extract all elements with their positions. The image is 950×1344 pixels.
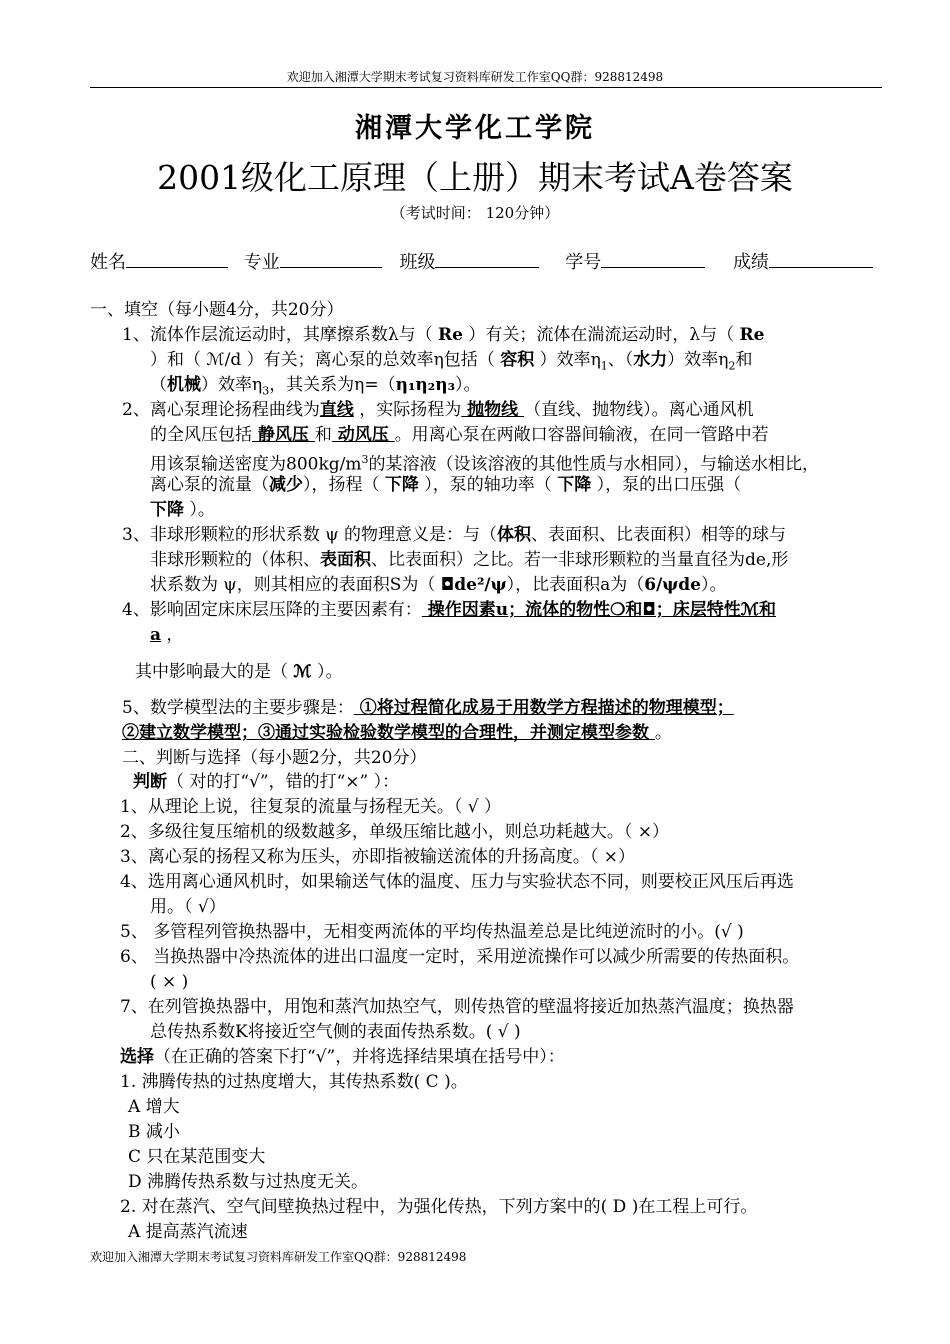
q1-sub: 2 <box>728 359 736 373</box>
q2-text: 的全风压包括 <box>150 425 252 445</box>
q1-text: 和 <box>735 350 753 370</box>
section2-heading: 二、判断与选择（每小题2分，共20分） <box>122 748 427 768</box>
q2-answer-flow: 减少 <box>269 475 303 495</box>
q4-line2 <box>150 625 183 645</box>
judge-item: 总传热系数K将接近空气侧的表面传热系数。( √ ) <box>150 1022 521 1042</box>
q2-text: 2、离心泵理论扬程曲线为 <box>122 400 320 420</box>
q2-sup: 3 <box>361 453 369 466</box>
judge-label: 判断 <box>133 772 167 792</box>
judge-item: 2、多级往复压缩机的级数越多，单级压缩比越小，则总功耗越大。（ ×） <box>120 822 669 842</box>
q2-text: ，实际扬程为 <box>353 400 462 420</box>
q3-line1 <box>122 525 786 545</box>
college-name: 湘潭大学化工学院 <box>355 113 595 144</box>
name-field <box>90 248 228 274</box>
q2-line1 <box>122 400 754 420</box>
q1-answer-relation: η₁η₂η₃ <box>395 375 456 395</box>
judge-item: 用。（ √） <box>150 897 226 917</box>
q1-text: ）效率η <box>201 375 263 395</box>
q2-text: 和 <box>314 425 332 445</box>
q3-text: 、比表面积）之比。若一非球形颗粒的当量直径为de,形 <box>371 550 789 570</box>
q2-answer-parabola: 抛物线 <box>461 400 525 420</box>
q4-text: 4、影响固定床床层压降的主要因素有： <box>122 600 422 620</box>
major-blank[interactable] <box>280 249 382 268</box>
q1-text: ，其关系为η=（ <box>269 375 396 395</box>
q3-text: 3、非球形颗粒的形状系数 ψ 的物理意义是：与（ <box>122 525 497 545</box>
q3-answer-area: ◘de²/ψ <box>440 575 507 595</box>
q2-text: ）。 <box>184 500 215 520</box>
q1-line1 <box>122 325 765 345</box>
q1-text: ）效率η <box>534 350 601 370</box>
q2-line3 <box>150 450 819 475</box>
q3-answer-volume: 体积 <box>496 525 531 545</box>
judge-instruction <box>133 772 399 792</box>
q1-text: ）有关；流体在湍流运动时，λ与（ <box>462 325 740 345</box>
choose-instruction <box>120 1047 565 1067</box>
choice-option: C 只在某范围变大 <box>128 1147 266 1167</box>
q2-text: （直线、抛物线）。离心通风机 <box>524 400 754 420</box>
q2-answer-dynamic: 动风压 <box>331 425 395 445</box>
judge-rest: （ 对的打“√”，错的打“×” ）： <box>167 772 400 792</box>
choice-question-1: 1. 沸腾传热的过热度增大，其传热系数( C )。 <box>120 1072 468 1092</box>
section1-heading: 一、填空（每小题4分，共20分） <box>90 300 344 320</box>
q2-text: 离心泵的流量（ <box>150 475 269 495</box>
q2-text: 用该泵输送密度为800kg/m <box>150 454 362 475</box>
header-rule <box>90 87 882 88</box>
q2-text: ），扬程（ <box>303 475 385 495</box>
q5-answer-step23: ②建立数学模型；③通过实验检验数学模型的合理性，并测定模型参数 <box>122 723 655 743</box>
q4-line3 <box>135 662 343 682</box>
major-label: 专业 <box>243 252 280 273</box>
q3-answer-specific: 6/ψde <box>644 575 701 595</box>
q1-answer-re2: Re <box>739 325 765 345</box>
judge-item: 4、选用离心通风机时，如果输送气体的温度、压力与实验状态不同，则要校正风压后再选 <box>120 872 794 892</box>
q4-text: ， <box>161 625 184 645</box>
exam-title: 2001级化工原理（上册）期末考试A卷答案 <box>157 158 793 197</box>
judge-item: 3、离心泵的扬程又称为压头，亦即指被输送流体的升扬高度。（ ×） <box>120 847 635 867</box>
q1-sub: 1 <box>600 359 608 373</box>
q1-sub: 3 <box>262 384 270 398</box>
choice-option: B 减小 <box>128 1122 180 1142</box>
q5-text: 。 <box>654 723 672 743</box>
q1-line2 <box>150 350 752 376</box>
q2-text: ），泵的轴功率（ <box>418 475 558 495</box>
judge-item: ( × ) <box>150 972 189 992</box>
q5-text: 5、数学模型法的主要步骤是： <box>122 698 354 718</box>
judge-item: 6、 当换热器中冷热流体的进出口温度一定时，采用逆流操作可以减少所需要的传热面积。 <box>120 947 800 967</box>
q3-answer-surface: 表面积 <box>320 550 371 570</box>
choice-option: A 提高蒸汽流速 <box>128 1222 248 1242</box>
q3-text: 状系数为 ψ，则其相应的表面积S为（ <box>150 575 441 595</box>
score-label: 成绩 <box>732 252 769 273</box>
q2-answer-pressure: 下降 <box>150 500 184 520</box>
q1-text: 1、流体作层流运动时，其摩擦系数λ与（ <box>122 325 438 345</box>
q2-answer-power: 下降 <box>557 475 592 495</box>
major-field <box>244 248 382 274</box>
judge-item: 7、在列管换热器中，用饱和蒸汽加热空气，则传热管的壁温将接近加热蒸汽温度；换热器 <box>120 997 794 1017</box>
name-label: 姓名 <box>90 252 126 273</box>
q1-answer-roughness: ℳ/d <box>206 350 242 370</box>
q1-text: 、（ <box>607 350 634 370</box>
q3-text: ）。 <box>701 575 727 595</box>
judge-item: 1、从理论上说，往复泵的流量与扬程无关。（ √ ） <box>120 797 501 817</box>
id-field <box>565 248 705 274</box>
q4-answer-a: a <box>150 625 162 645</box>
q1-text: ）有关；离心泵的总效率η包括（ <box>241 350 501 370</box>
q4-text: 其中影响最大的是（ <box>135 662 294 682</box>
q2-text: ），泵的出口压强（ <box>591 475 742 495</box>
q3-line2 <box>150 550 788 570</box>
q4-line1 <box>122 600 776 620</box>
q1-answer-re: Re <box>438 325 463 345</box>
q1-text: ）效率η <box>667 350 729 370</box>
id-label: 学号 <box>565 252 602 273</box>
name-blank[interactable] <box>126 249 228 268</box>
q2-line5 <box>150 500 215 520</box>
class-label: 班级 <box>399 252 436 273</box>
page-footer: 欢迎加入湘潭大学期末考试复习资料库研发工作室QQ群：928812498 <box>90 1250 467 1264</box>
q2-text: 。用离心泵在两敞口容器间输液，在同一管路中若 <box>394 425 769 445</box>
q4-answer-main: ℳ <box>293 662 312 682</box>
choice-option: D 沸腾传热系数与过热度无关。 <box>128 1172 369 1192</box>
choose-label: 选择 <box>120 1047 154 1067</box>
q3-text: ），比表面积a为（ <box>506 575 645 595</box>
q1-text: ）和（ <box>150 350 207 370</box>
score-field <box>733 248 873 274</box>
page-header: 欢迎加入湘潭大学期末考试复习资料库研发工作室QQ群：928812498 <box>286 70 664 84</box>
q4-text: ）。 <box>311 662 343 682</box>
q1-answer-hydraulic: 水力 <box>633 350 668 370</box>
q2-answer-static: 静风压 <box>252 425 315 445</box>
choice-question-2: 2. 对在蒸汽、空气间壁换热过程中，为强化传热，下列方案中的( D )在工程上可行。 <box>120 1197 758 1217</box>
q2-answer-head: 下降 <box>384 475 419 495</box>
q1-text: ）。 <box>455 375 481 395</box>
judge-item: 5、 多管程列管换热器中，无相变两流体的平均传热温差总是比纯逆流时的小。(√ ) <box>120 922 744 942</box>
q1-answer-mechanical: 机械 <box>167 375 201 395</box>
id-blank[interactable] <box>601 249 705 268</box>
q5-line2 <box>122 723 672 743</box>
choice-option: A 增大 <box>128 1097 180 1117</box>
q2-line2 <box>150 425 769 445</box>
q4-answer-factors: 操作因素u；流体的物性❍和◘；床层特性ℳ和 <box>421 600 776 620</box>
q2-text: 的某溶液（设该溶液的其他性质与水相同），与输送水相比， <box>368 454 819 475</box>
exam-time: （考试时间： 120分钟） <box>390 204 560 222</box>
q3-line3 <box>150 575 727 595</box>
class-blank[interactable] <box>435 249 539 268</box>
score-blank[interactable] <box>769 249 873 268</box>
q1-line3 <box>150 375 481 401</box>
q3-text: 非球形颗粒的（体积、 <box>150 550 320 570</box>
student-info-row <box>90 248 873 274</box>
q1-text: （ <box>150 375 167 395</box>
q5-line1 <box>122 698 734 718</box>
q3-text: 、表面积、比表面积）相等的球与 <box>530 525 786 545</box>
q5-answer-step1: ①将过程简化成易于用数学方程描述的物理模型； <box>353 698 734 718</box>
q2-answer-straight: 直线 <box>319 400 354 420</box>
q2-line4 <box>150 475 741 495</box>
q1-answer-volumetric: 容积 <box>500 350 535 370</box>
choose-rest: （在正确的答案下打“√”，并将选择结果填在括号中）： <box>154 1047 565 1067</box>
class-field <box>399 248 539 274</box>
